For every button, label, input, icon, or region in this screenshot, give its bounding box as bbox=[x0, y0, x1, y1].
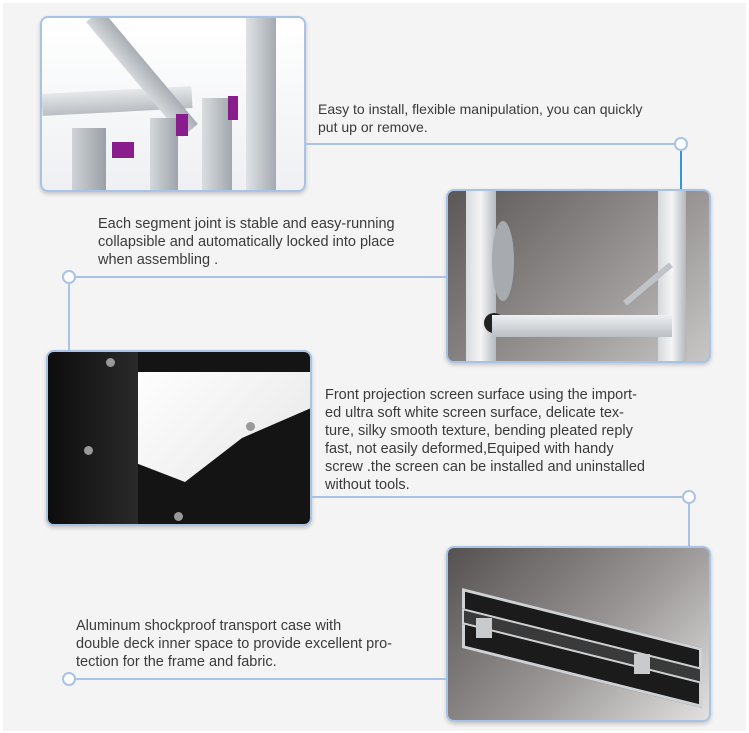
connector-line bbox=[68, 284, 70, 350]
connector-line bbox=[306, 143, 680, 145]
connector-line bbox=[688, 504, 690, 546]
feature-text-easy-install: Easy to install, flexible manipulation, you can quickly put up or remove. bbox=[318, 101, 643, 135]
connector-line bbox=[680, 151, 682, 189]
connector-dot bbox=[62, 672, 76, 686]
feature-text-screen-surface: Front projection screen surface using the import- ed ultra soft white screen surface, delicate tex- ture, silky smooth texture, bending pleated reply fast, not easily deformed,Equiped with handy screw .the screen can be installed and uninstalled without tools. bbox=[325, 387, 645, 493]
feature-text-transport-case: Aluminum shockproof transport case with double deck inner space to provide excellent pro- tection for the frame and fabric. bbox=[76, 618, 392, 670]
transport-case-photo bbox=[446, 546, 711, 722]
connector-line bbox=[312, 496, 688, 498]
connector-line bbox=[75, 276, 446, 278]
connector-dot bbox=[674, 137, 688, 151]
connector-line bbox=[75, 678, 446, 680]
segment-joint-hinge-photo bbox=[446, 189, 711, 363]
feature-text-segment-joint: Each segment joint is stable and easy-running collapsible and automatically locked into place when assembling . bbox=[98, 216, 395, 268]
screen-surface-photo bbox=[46, 350, 312, 526]
feature-sheet bbox=[3, 3, 746, 731]
connector-dot bbox=[682, 490, 696, 504]
connector-dot bbox=[62, 270, 76, 284]
folding-frame-joints-photo bbox=[40, 16, 306, 192]
